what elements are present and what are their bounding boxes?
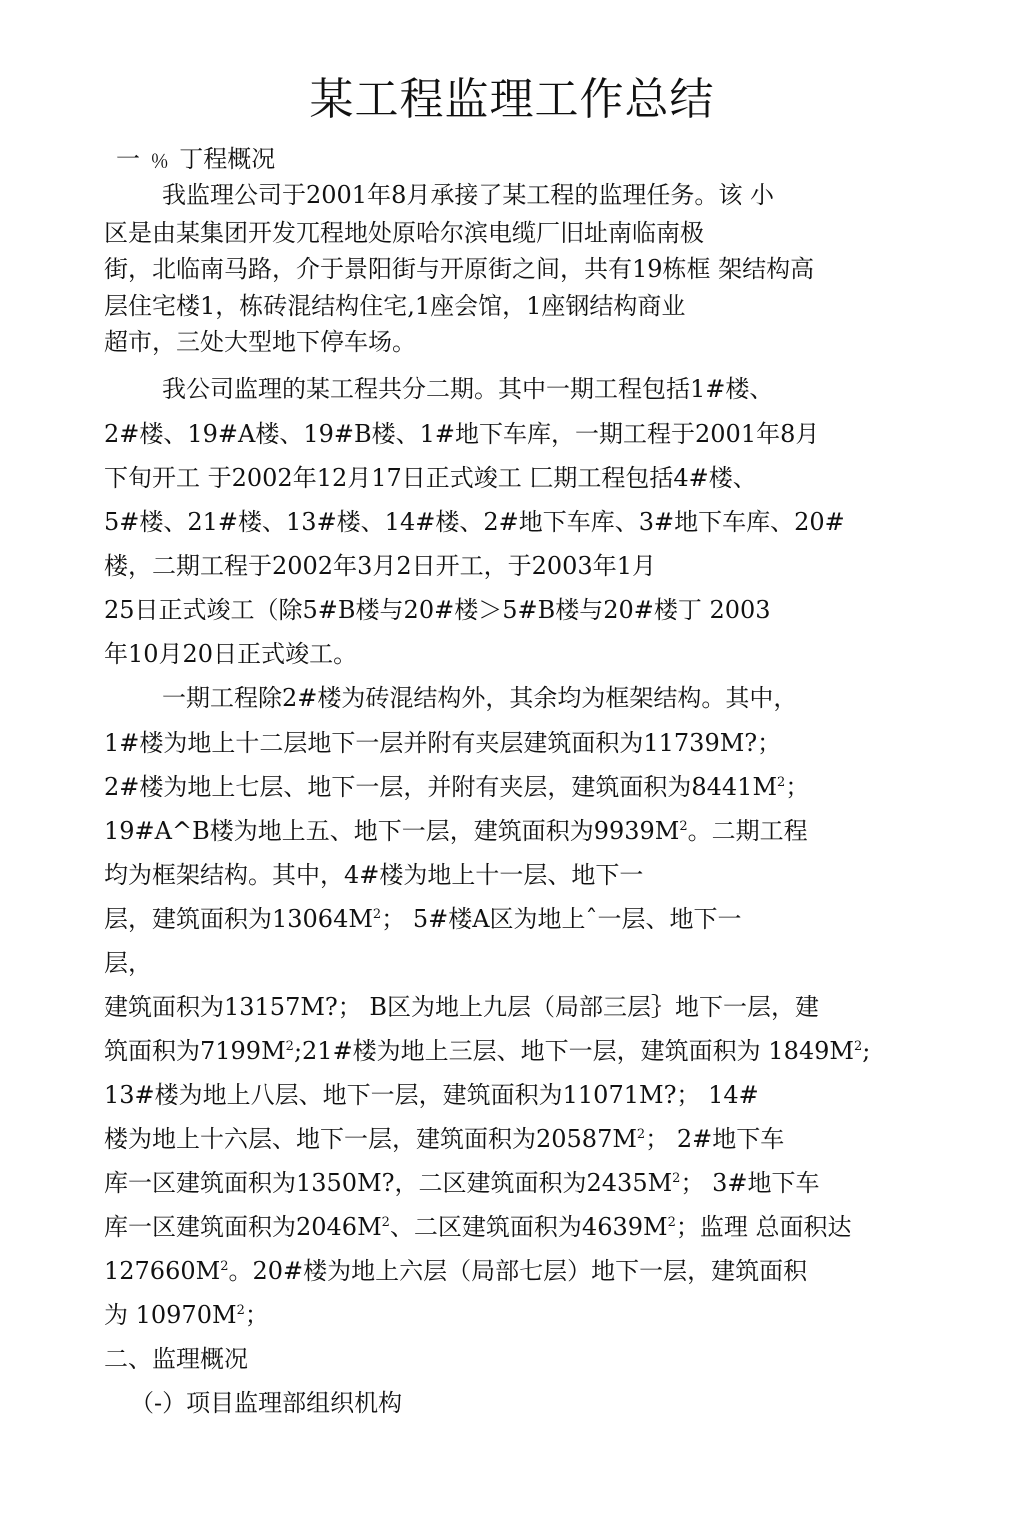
superscript: 2 [636,1127,646,1142]
paragraph-line: 库一区建筑面积为1350M?，二区建筑面积为$2435M^2$； 3#地下车 [104,1169,820,1197]
paragraph-line: 我监理公司于2001年8月承接了某工程的监理任务。该 小 [162,181,774,209]
paragraph-line: 1#楼为地上十二层地下一层并附有夹层建筑面积为11739M?； [104,729,782,757]
superscript: 2 [777,775,786,790]
paragraph-line: $127660M^2$。20#楼为地上六层（局部七层）地下一层，建筑面积 [104,1257,808,1285]
paragraph-line: 为 $10970M^2$； [104,1301,269,1329]
paragraph-line: 年10月20日正式竣工。 [104,640,358,668]
paragraph-line: 一期工程除2#楼为砖混结构外，其余均为框架结构。其中， [162,684,798,712]
document-title: 某工程监理工作总结 [309,74,715,125]
paragraph-line: 库一区建筑面积为$2046M^2$、二区建筑面积为$4639M^2$；监理 总面积达 [104,1213,852,1241]
paragraph-line: 楼，二期工程于2002年3月2日开工，于2003年1月 [104,552,656,580]
superscript: 2 [667,1215,676,1230]
paragraph-line: 19#A^B楼为地上五、地下一层，建筑面积为$9939M^2$。二期工程 [104,817,808,845]
superscript: 2 [853,1039,863,1054]
superscript: 2 [220,1259,229,1274]
paragraph-line: 超市，三处大型地下停车场。 [104,328,416,356]
section-heading-supervision-overview: 二、监理概况 [104,1345,248,1373]
superscript: 2 [381,1215,390,1230]
superscript: 2 [285,1039,294,1054]
section-heading-project-overview: 一 ﹪ 丁程概况 [116,145,276,173]
paragraph-line: 25日正式竣工（除5#B楼与20#楼＞5#B楼与20#楼丁 2003 [104,596,771,624]
paragraph-line: 2#楼为地上七层、地下一层，并附有夹层，建筑面积为$8441M^2$； [104,773,810,801]
paragraph-line: 层，建筑面积为$13064M^2$； 5#楼A区为地上ˆ一层、地下一 [104,905,742,933]
paragraph-line: 13#楼为地上八层、地下一层，建筑面积为11071M?； 14# [104,1081,759,1109]
superscript: 2 [372,907,382,922]
paragraph-line: 均为框架结构。其中，4#楼为地上十一层、地下一 [104,861,644,889]
paragraph-line: 下旬开工 于2002年12月17日正式竣工 匚期工程包括4#楼、 [104,464,757,492]
paragraph-line: 层住宅楼1，栋砖混结构住宅,1座会馆，1座钢结构商业 [104,292,686,320]
paragraph-line: 层， [104,949,152,977]
paragraph-line: 2#楼、19#A楼、19#B楼、1#地下车库，一期工程于2001年8月 [104,420,820,448]
paragraph-line: 区是由某集团开发兀程地处原哈尔滨电缆厂旧址南临南极 [104,219,704,247]
paragraph-line: 街，北临南马路，介于景阳街与开原街之间，共有19栋框 架结构高 [104,255,815,283]
superscript: 2 [679,819,688,834]
superscript: 2 [672,1171,681,1186]
subsection-heading-organization: （-）项目监理部组织机构 [130,1389,403,1417]
paragraph-line: 我公司监理的某工程共分二期。其中一期工程包括1#楼、 [162,375,774,403]
paragraph-line: 5#楼、21#楼、13#楼、14#楼、2#地下车库、3#地下车库、20# [104,508,845,536]
paragraph-line: 建筑面积为13157M?； B区为地上九层（局部三层｝地下一层，建 [104,993,820,1021]
paragraph-line: 筑面积为$7199M^2;21\#$楼为地上三层、地下一层，建筑面积为 $1849M^2$; [104,1037,871,1065]
superscript: 2 [236,1303,245,1318]
paragraph-line: 楼为地上十六层、地下一层，建筑面积为$20587M^2$； 2#地下车 [104,1125,785,1153]
